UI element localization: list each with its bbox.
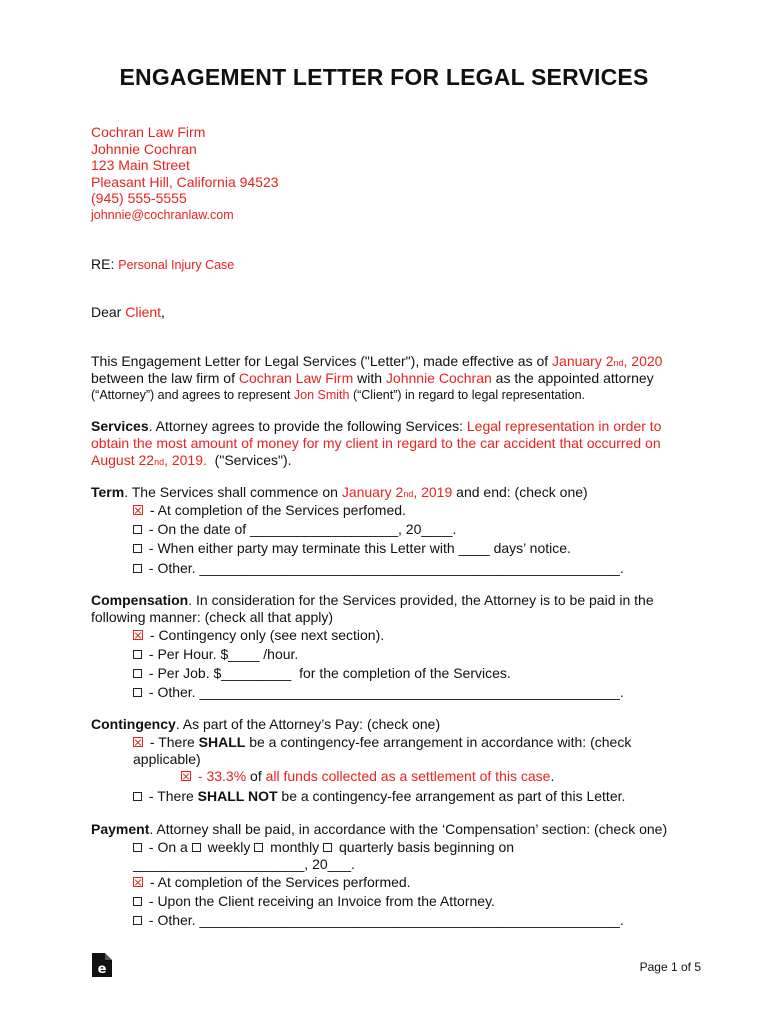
payment-option-3 — [133, 893, 495, 910]
intro-attorney: Johnnie Cochran — [385, 370, 492, 386]
contingency-basis: all funds collected as a settlement of this case — [265, 768, 551, 784]
compensation-option-label: - Other. ______________________________________________________. — [145, 684, 624, 700]
contingency-sub-text: . — [550, 768, 555, 784]
intro-line-3 — [91, 387, 585, 404]
compensation-text: . In consideration for the Services provided, the Attorney is to be paid in the — [188, 592, 654, 608]
contingency-percent: - 33.3% — [194, 768, 247, 784]
payment-text: . Attorney shall be paid, in accordance with the ‘Compensation’ section: (check one) — [149, 821, 668, 837]
greeting-suffix: , — [161, 304, 165, 320]
email-address: johnnie@cochranlaw.com — [91, 208, 234, 222]
contingency-shall: SHALL — [198, 734, 246, 750]
effective-date-month: January 2 — [552, 353, 614, 369]
term-option-label: - When either party may terminate this Letter with ____ days’ notice. — [145, 540, 571, 556]
firm-name: Cochran Law Firm — [91, 124, 206, 140]
checked-box-icon[interactable] — [133, 877, 143, 887]
contingency-heading: Contingency — [91, 716, 176, 732]
term-option-label: - Other. ______________________________________________________. — [145, 560, 624, 576]
contingency-option-text: be a contingency-fee arrangement as part of this Letter. — [277, 788, 626, 804]
re-label: RE: — [91, 256, 115, 272]
contingency-option-1-cont: applicable) — [133, 751, 201, 767]
phone-number: (945) 555-5555 — [91, 190, 187, 206]
term-line-1 — [91, 484, 588, 503]
compensation-heading: Compensation — [91, 592, 189, 608]
checked-box-icon[interactable] — [181, 771, 191, 781]
re-line — [91, 256, 234, 274]
payment-option-4 — [133, 912, 624, 929]
intro-text: as the appointed attorney — [491, 370, 654, 386]
compensation-option-4 — [133, 684, 624, 701]
city-state-zip: Pleasant Hill, California 94523 — [91, 174, 279, 190]
checkbox-icon[interactable] — [133, 669, 142, 678]
payment-option-text: weekly — [203, 839, 255, 855]
term-date-year: , 2019 — [413, 484, 453, 500]
contingency-sub-option — [181, 768, 554, 785]
term-start-date — [342, 484, 452, 500]
payment-option-label: - At completion of the Services performed. — [146, 874, 411, 890]
checkbox-icon[interactable] — [133, 525, 142, 534]
services-line-2: obtain the most amount of money for my client in regard to the car accident that occurred on — [91, 435, 661, 451]
services-line-3 — [91, 452, 292, 471]
contingency-sub-text: of — [246, 768, 266, 784]
payment-option-text: monthly — [266, 839, 324, 855]
intro-firm: Cochran Law Firm — [238, 370, 354, 386]
greeting-name: Client — [125, 304, 162, 320]
greeting — [91, 304, 165, 321]
payment-option-label: - Upon the Client receiving an Invoice from the Attorney. — [145, 893, 495, 909]
payment-option-2 — [133, 874, 411, 891]
document-logo-icon — [91, 952, 113, 978]
checkbox-icon[interactable] — [133, 897, 142, 906]
term-option-3 — [133, 540, 571, 557]
checkbox-icon[interactable] — [254, 843, 263, 852]
payment-option-1-cont: ______________________, 20___. — [133, 856, 355, 872]
payment-option-1 — [133, 839, 514, 856]
intro-text: with — [353, 370, 386, 386]
re-value: Personal Injury Case — [118, 258, 235, 272]
contingency-option-text: - There — [145, 788, 198, 804]
services-text: ("Services"). — [206, 452, 292, 468]
compensation-line-1 — [91, 592, 654, 609]
intro-line-2 — [91, 370, 654, 387]
checkbox-icon[interactable] — [192, 843, 201, 852]
term-text: and end: (check one) — [452, 484, 588, 500]
checkbox-icon[interactable] — [133, 792, 142, 801]
checkbox-icon[interactable] — [133, 544, 142, 553]
contingency-line-1 — [91, 716, 440, 733]
compensation-option-label: - Contingency only (see next section). — [146, 627, 385, 643]
accident-date-month: August 22 — [91, 452, 155, 468]
street-address: 123 Main Street — [91, 157, 190, 173]
term-option-label: - On the date of ___________________, 20____. — [145, 521, 457, 537]
page-number: Page 1 of 5 — [639, 960, 701, 974]
services-description: Legal representation in order to — [466, 418, 662, 434]
services-heading: Services — [91, 418, 149, 434]
contingency-option-2 — [133, 788, 625, 805]
checked-box-icon[interactable] — [133, 505, 143, 515]
term-option-4 — [133, 560, 624, 577]
checked-box-icon[interactable] — [133, 737, 143, 747]
checkbox-icon[interactable] — [323, 843, 332, 852]
intro-text: (“Attorney”) and agrees to represent — [91, 388, 294, 402]
contingency-shall-not: SHALL NOT — [197, 788, 278, 804]
intro-text: (“Client”) in regard to legal representation. — [349, 388, 585, 402]
accident-date-suffix: nd — [154, 457, 165, 467]
checkbox-icon[interactable] — [133, 688, 142, 697]
checkbox-icon[interactable] — [133, 916, 142, 925]
contingency-option-text: - There — [146, 734, 199, 750]
term-date-month: January 2 — [341, 484, 404, 500]
checked-box-icon[interactable] — [133, 630, 143, 640]
intro-text: This Engagement Letter for Legal Services ("Letter"), made effective as of — [91, 353, 553, 369]
payment-option-text: - On a — [145, 839, 192, 855]
checkbox-icon[interactable] — [133, 843, 142, 852]
term-option-label: - At completion of the Services perfomed. — [146, 502, 406, 518]
greeting-prefix: Dear — [91, 304, 122, 320]
payment-line-1 — [91, 821, 667, 838]
svg-text:e: e — [97, 962, 107, 977]
checkbox-icon[interactable] — [133, 650, 142, 659]
services-text: . Attorney agrees to provide the following Services: — [148, 418, 467, 434]
contingency-option-text: be a contingency-fee arrangement in accordance with: (check — [245, 734, 632, 750]
compensation-option-3 — [133, 665, 511, 682]
accident-date-year: , 2019. — [164, 452, 207, 468]
attorney-name: Johnnie Cochran — [91, 141, 197, 157]
term-option-1 — [133, 502, 406, 519]
compensation-line-2: following manner: (check all that apply) — [91, 609, 334, 625]
compensation-option-label: - Per Hour. $____ /hour. — [145, 646, 299, 662]
term-text: . The Services shall commence on — [124, 484, 342, 500]
term-option-2 — [133, 521, 456, 538]
payment-option-text: quarterly basis beginning on — [335, 839, 515, 855]
term-heading: Term — [91, 484, 125, 500]
accident-date — [91, 452, 207, 468]
effective-date-year: , 2020 — [623, 353, 663, 369]
compensation-option-1 — [133, 627, 384, 644]
payment-option-label: - Other. ______________________________________________________. — [145, 912, 624, 928]
payment-heading: Payment — [91, 821, 150, 837]
contingency-text: . As part of the Attorney’s Pay: (check one) — [175, 716, 441, 732]
document-title: ENGAGEMENT LETTER FOR LEGAL SERVICES — [119, 64, 649, 90]
effective-date-suffix: nd — [613, 358, 624, 368]
term-date-suffix: nd — [403, 489, 414, 499]
compensation-option-2 — [133, 646, 298, 663]
intro-text: between the law firm of — [91, 370, 239, 386]
contingency-option-1 — [133, 734, 631, 751]
checkbox-icon[interactable] — [133, 564, 142, 573]
intro-client: Jon Smith — [293, 388, 350, 402]
services-line-1 — [91, 418, 661, 435]
effective-date — [552, 353, 662, 369]
compensation-option-label: - Per Job. $_________ for the completion of the Services. — [145, 665, 511, 681]
